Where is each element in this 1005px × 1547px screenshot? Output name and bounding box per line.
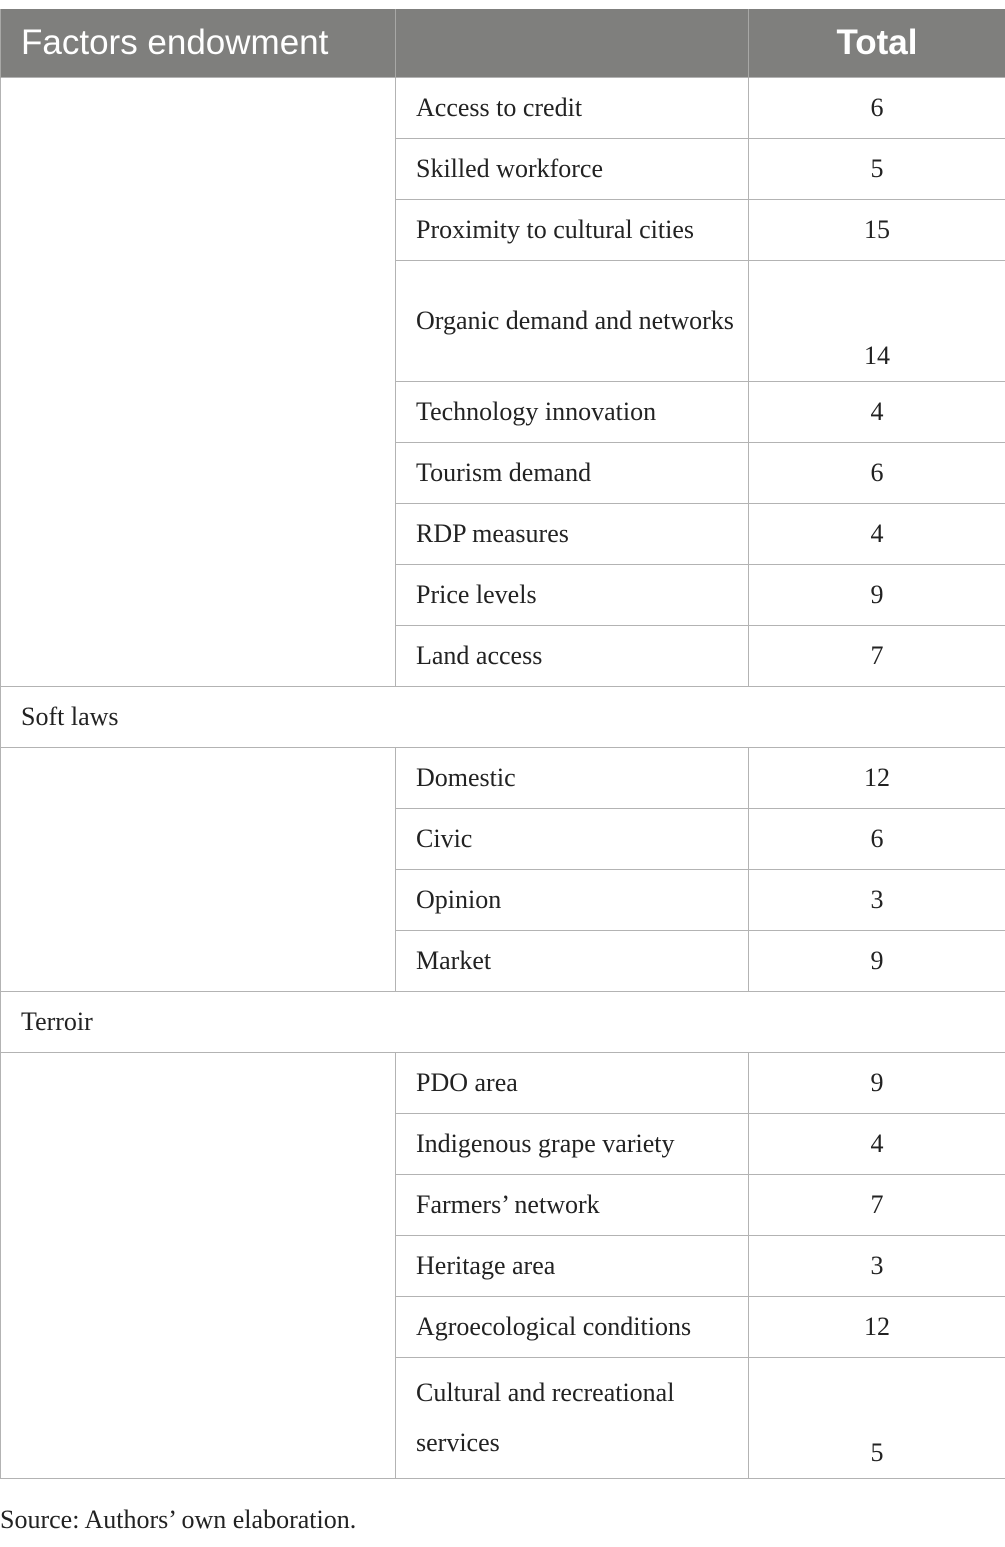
row-label: Organic demand and networks [396, 261, 749, 382]
row-label: Tourism demand [396, 443, 749, 504]
group-title-terroir: Terroir [1, 992, 1005, 1053]
row-label: Access to credit [396, 78, 749, 139]
row-total: 6 [749, 78, 1005, 139]
table-row [1, 78, 1005, 139]
row-total: 12 [749, 748, 1005, 809]
header-total: Total [749, 9, 1005, 78]
row-total: 4 [749, 504, 1005, 565]
table-header-row [1, 9, 1005, 78]
row-label: Cultural and recreational services [396, 1358, 749, 1479]
row-label: Farmers’ network [396, 1175, 749, 1236]
row-total: 4 [749, 1114, 1005, 1175]
row-total: 4 [749, 382, 1005, 443]
factors-table [0, 9, 1005, 1479]
row-label: Civic [396, 809, 749, 870]
row-label: Agroecological conditions [396, 1297, 749, 1358]
row-total: 14 [749, 261, 1005, 382]
group-spacer-cell [1, 1053, 396, 1479]
row-label: RDP measures [396, 504, 749, 565]
row-label: Proximity to cultural cities [396, 200, 749, 261]
row-total: 9 [749, 1053, 1005, 1114]
table-row [1, 1053, 1005, 1114]
row-total: 3 [749, 870, 1005, 931]
row-label: PDO area [396, 1053, 749, 1114]
row-total: 7 [749, 1175, 1005, 1236]
group-spacer-cell [1, 748, 396, 992]
row-total: 3 [749, 1236, 1005, 1297]
row-label: Indigenous grape variety [396, 1114, 749, 1175]
row-label: Land access [396, 626, 749, 687]
row-label: Market [396, 931, 749, 992]
row-total: 5 [749, 1358, 1005, 1479]
row-total: 5 [749, 139, 1005, 200]
row-label: Heritage area [396, 1236, 749, 1297]
row-label: Skilled workforce [396, 139, 749, 200]
row-total: 9 [749, 931, 1005, 992]
row-label: Technology innovation [396, 382, 749, 443]
group-spacer-cell [1, 78, 396, 687]
header-empty [396, 9, 749, 78]
row-label: Opinion [396, 870, 749, 931]
group-title-row [1, 687, 1005, 748]
group-title-soft-laws: Soft laws [1, 687, 1005, 748]
row-label: Domestic [396, 748, 749, 809]
row-total: 6 [749, 809, 1005, 870]
table-row [1, 748, 1005, 809]
row-total: 12 [749, 1297, 1005, 1358]
row-total: 9 [749, 565, 1005, 626]
source-note: Source: Authors’ own elaboration. [0, 1505, 357, 1534]
group-title-row [1, 992, 1005, 1053]
header-factors-endowment: Factors endowment [1, 9, 396, 78]
row-label: Price levels [396, 565, 749, 626]
row-total: 15 [749, 200, 1005, 261]
row-total: 6 [749, 443, 1005, 504]
row-total: 7 [749, 626, 1005, 687]
